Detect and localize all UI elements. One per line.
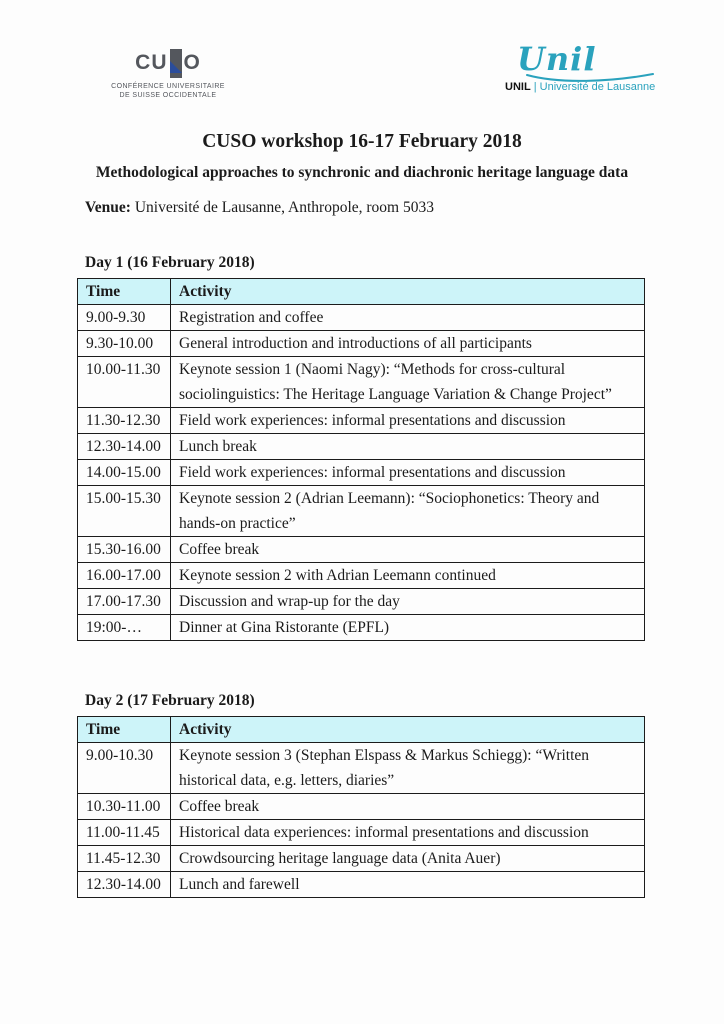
time-cell: 11.30-12.30 <box>78 408 171 434</box>
table-row <box>78 820 645 846</box>
table-row <box>78 486 645 537</box>
table-header-row <box>78 279 645 305</box>
day2-heading: Day 2 (17 February 2018) <box>85 692 255 709</box>
time-cell: 10.30-11.00 <box>78 794 171 820</box>
activity-cell: Crowdsourcing heritage language data (Anita Auer) <box>171 846 645 872</box>
activity-cell: Historical data experiences: informal presentations and discussion <box>171 820 645 846</box>
unil-swash-icon <box>525 72 655 84</box>
activity-cell: Coffee break <box>171 537 645 563</box>
table-row <box>78 846 645 872</box>
cuso-logo-bar-icon <box>170 49 182 78</box>
column-header-activity: Activity <box>171 279 645 305</box>
activity-cell: Keynote session 2 with Adrian Leemann continued <box>171 563 645 589</box>
unil-acronym: UNIL <box>505 81 531 93</box>
table-row <box>78 743 645 794</box>
table-header-row <box>78 717 645 743</box>
table-row <box>78 331 645 357</box>
table-row <box>78 460 645 486</box>
column-header-activity: Activity <box>171 717 645 743</box>
unil-script-wordmark: Unil <box>517 40 597 78</box>
cuso-logo <box>108 48 228 100</box>
activity-cell: Field work experiences: informal presentations and discussion <box>171 408 645 434</box>
table-row <box>78 434 645 460</box>
cuso-caption-line2: DE SUISSE OCCIDENTALE <box>119 92 217 99</box>
cuso-caption <box>108 82 228 100</box>
time-cell: 12.30-14.00 <box>78 434 171 460</box>
time-cell: 10.00-11.30 <box>78 357 171 408</box>
activity-cell: Keynote session 1 (Naomi Nagy): “Methods for cross-cultural sociolinguistics: The Heritage Language Variation & Change Project” <box>171 357 645 408</box>
table-row <box>78 794 645 820</box>
time-cell: 15.00-15.30 <box>78 486 171 537</box>
activity-cell: Keynote session 3 (Stephan Elspass & Markus Schiegg): “Written historical data, e.g. letters, diaries” <box>171 743 645 794</box>
activity-cell: Keynote session 2 (Adrian Leemann): “Sociophonetics: Theory and hands-on practice” <box>171 486 645 537</box>
cuso-wordmark-cu: CU <box>135 51 168 74</box>
activity-cell: Discussion and wrap-up for the day <box>171 589 645 615</box>
time-cell: 12.30-14.00 <box>78 872 171 898</box>
day1-schedule-table <box>77 278 645 641</box>
venue-text: Université de Lausanne, Anthropole, room 5033 <box>134 199 434 216</box>
activity-cell: Registration and coffee <box>171 305 645 331</box>
time-cell: 9.00-9.30 <box>78 305 171 331</box>
cuso-caption-line1: CONFÉRENCE UNIVERSITAIRE <box>111 83 225 90</box>
activity-cell: General introduction and introductions of all participants <box>171 331 645 357</box>
table-row <box>78 615 645 641</box>
column-header-time: Time <box>78 717 171 743</box>
activity-cell: Lunch break <box>171 434 645 460</box>
cuso-wordmark-o: O <box>183 51 201 74</box>
column-header-time: Time <box>78 279 171 305</box>
unil-separator: | <box>533 81 537 93</box>
table-row <box>78 872 645 898</box>
time-cell: 11.45-12.30 <box>78 846 171 872</box>
activity-cell: Coffee break <box>171 794 645 820</box>
table-row <box>78 563 645 589</box>
table-row <box>78 589 645 615</box>
time-cell: 14.00-15.00 <box>78 460 171 486</box>
time-cell: 19:00-… <box>78 615 171 641</box>
time-cell: 11.00-11.45 <box>78 820 171 846</box>
cuso-logo-triangle-icon <box>170 61 182 73</box>
unil-university-name: Université de Lausanne <box>539 81 656 93</box>
time-cell: 16.00-17.00 <box>78 563 171 589</box>
table-row <box>78 408 645 434</box>
activity-cell: Dinner at Gina Ristorante (EPFL) <box>171 615 645 641</box>
time-cell: 9.30-10.00 <box>78 331 171 357</box>
time-cell: 15.30-16.00 <box>78 537 171 563</box>
page-subtitle: Methodological approaches to synchronic and diachronic heritage language data <box>95 164 629 181</box>
activity-cell: Field work experiences: informal presentations and discussion <box>171 460 645 486</box>
unil-logo <box>505 42 675 94</box>
table-row <box>78 537 645 563</box>
time-cell: 17.00-17.30 <box>78 589 171 615</box>
activity-cell: Lunch and farewell <box>171 872 645 898</box>
table-row <box>78 357 645 408</box>
venue-line <box>85 199 434 217</box>
time-cell: 9.00-10.30 <box>78 743 171 794</box>
table-row <box>78 305 645 331</box>
cuso-wordmark <box>108 48 228 78</box>
day2-schedule-table <box>77 716 645 898</box>
page-title: CUSO workshop 16-17 February 2018 <box>202 131 522 152</box>
day1-heading: Day 1 (16 February 2018) <box>85 254 255 271</box>
venue-label: Venue: <box>85 199 131 216</box>
